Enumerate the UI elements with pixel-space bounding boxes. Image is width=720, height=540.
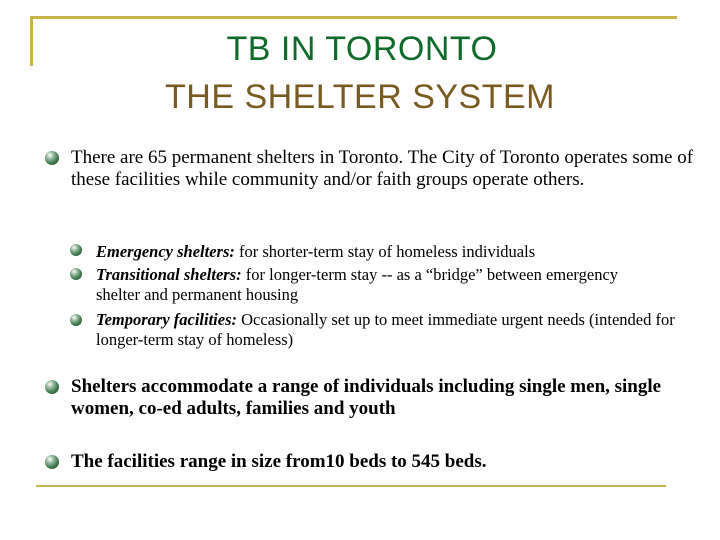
bullet-icon bbox=[45, 380, 59, 394]
bullet-text-population: Shelters accommodate a range of individuals including single men, single women, co-ed adults, families and youth bbox=[71, 376, 662, 419]
sub-bullet-transitional bbox=[96, 265, 656, 305]
sub-bullet-term: Emergency shelters: bbox=[96, 242, 235, 261]
sub-bullet-temporary bbox=[96, 310, 702, 350]
frame-top-line bbox=[30, 16, 677, 19]
sub-bullet-emergency bbox=[96, 242, 696, 262]
frame-bottom-line bbox=[36, 485, 666, 487]
slide-title-line1: TB IN TORONTO bbox=[226, 30, 498, 68]
sub-bullet-desc: Occasionally set up to meet immediate urgent needs (intended for longer-term stay of homeless) bbox=[96, 310, 675, 349]
sub-bullet-desc: for longer-term stay -- as a “bridge” between emergency shelter and permanent housing bbox=[96, 265, 619, 304]
slide-title-line2: THE SHELTER SYSTEM bbox=[165, 78, 555, 116]
bullet-text-shelters-count: There are 65 permanent shelters in Toronto. The City of Toronto operates some of these facilities while community and/or faith groups operate others. bbox=[71, 147, 694, 190]
bullet-text-capacity: The facilities range in size from10 beds to 545 beds. bbox=[71, 451, 487, 472]
sub-bullet-term: Transitional shelters: bbox=[96, 265, 242, 284]
sub-bullet-icon bbox=[70, 314, 82, 326]
sub-bullet-term: Temporary facilities: bbox=[96, 310, 237, 329]
sub-bullet-desc: for shorter-term stay of homeless individuals bbox=[234, 242, 536, 261]
bullet-icon bbox=[45, 455, 59, 469]
sub-bullet-icon bbox=[70, 244, 82, 256]
sub-bullet-icon bbox=[70, 268, 82, 280]
bullet-icon bbox=[45, 151, 59, 165]
